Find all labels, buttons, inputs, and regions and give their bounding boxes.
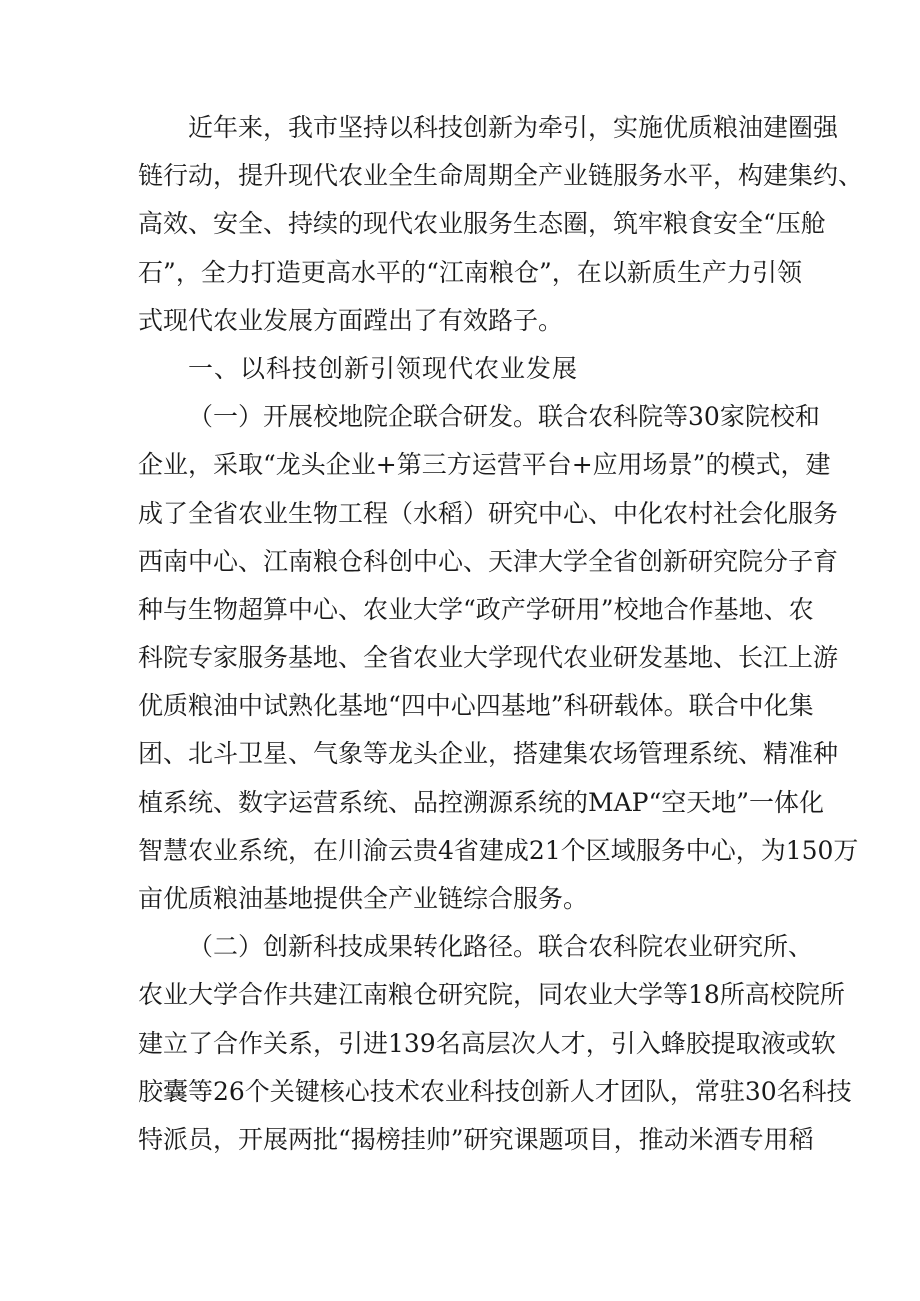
text-line: （二）创新科技成果转化路径。联合农科院农业研究所、 [188,932,814,962]
paragraph-section-2 [138,923,852,1164]
text-line: 企业，采取“龙头企业+第三方运营平台+应用场景”的模式，建 [138,450,831,480]
text-line: 特派员，开展两批“揭榜挂帅”研究课题项目，推动米酒专用稻 [138,1124,814,1154]
text-line: 高效、安全、持续的现代农业服务生态圈，筑牢粮食安全“压舱 [138,209,826,239]
text-line: 优质粮油中试熟化基地“四中心四基地”科研载体。联合中化集 [138,691,814,721]
text-line: 胶囊等26个关键核心技术农业科技创新人才团队，常驻30名科技 [138,1076,852,1106]
text-line: 团、北斗卫星、气象等龙头企业，搭建集农场管理系统、精准种 [138,739,839,769]
section-heading [138,345,802,393]
text-line: 式现代农业发展方面蹚出了有效路子。 [138,305,564,335]
heading-line: 一、以科技创新引领现代农业发展 [188,353,579,383]
paragraph-section-1 [138,393,859,923]
text-line: 亩优质粮油基地提供全产业链综合服务。 [138,884,589,913]
text-line: 科院专家服务基地、全省农业大学现代农业研发基地、长江上游 [138,643,839,673]
paragraph-intro [138,104,864,345]
text-line: 近年来，我市坚持以科技创新为牵引，实施优质粮油建圈强 [188,113,839,142]
text-line: 西南中心、江南粮仓科创中心、天津大学全省创新研究院分子育 [138,546,839,576]
text-line: （一）开展校地院企联合研发。联合农科院等30家院校和 [188,402,820,432]
text-line: 石”，全力打造更高水平的“江南粮仓”，在以新质生产力引领 [138,257,802,287]
text-line: 植系统、数字运营系统、品控溯源系统的MAP“空天地”一体化 [138,787,825,817]
document-page [138,104,864,1164]
text-line: 链行动，提升现代农业全生命周期全产业链服务水平，构建集约、 [138,161,864,191]
text-line: 种与生物超算中心、农业大学“政产学研用”校地合作基地、农 [138,594,814,624]
text-line: 建立了合作关系，引进139名高层次人才，引入蜂胶提取液或软 [138,1028,836,1058]
text-line: 农业大学合作共建江南粮仓研究院，同农业大学等18所高校院所 [138,980,845,1010]
text-line: 成了全省农业生物工程（水稻）研究中心、中化农村社会化服务 [138,498,839,528]
text-line: 智慧农业系统，在川渝云贵4省建成21个区域服务中心，为150万 [138,835,859,865]
